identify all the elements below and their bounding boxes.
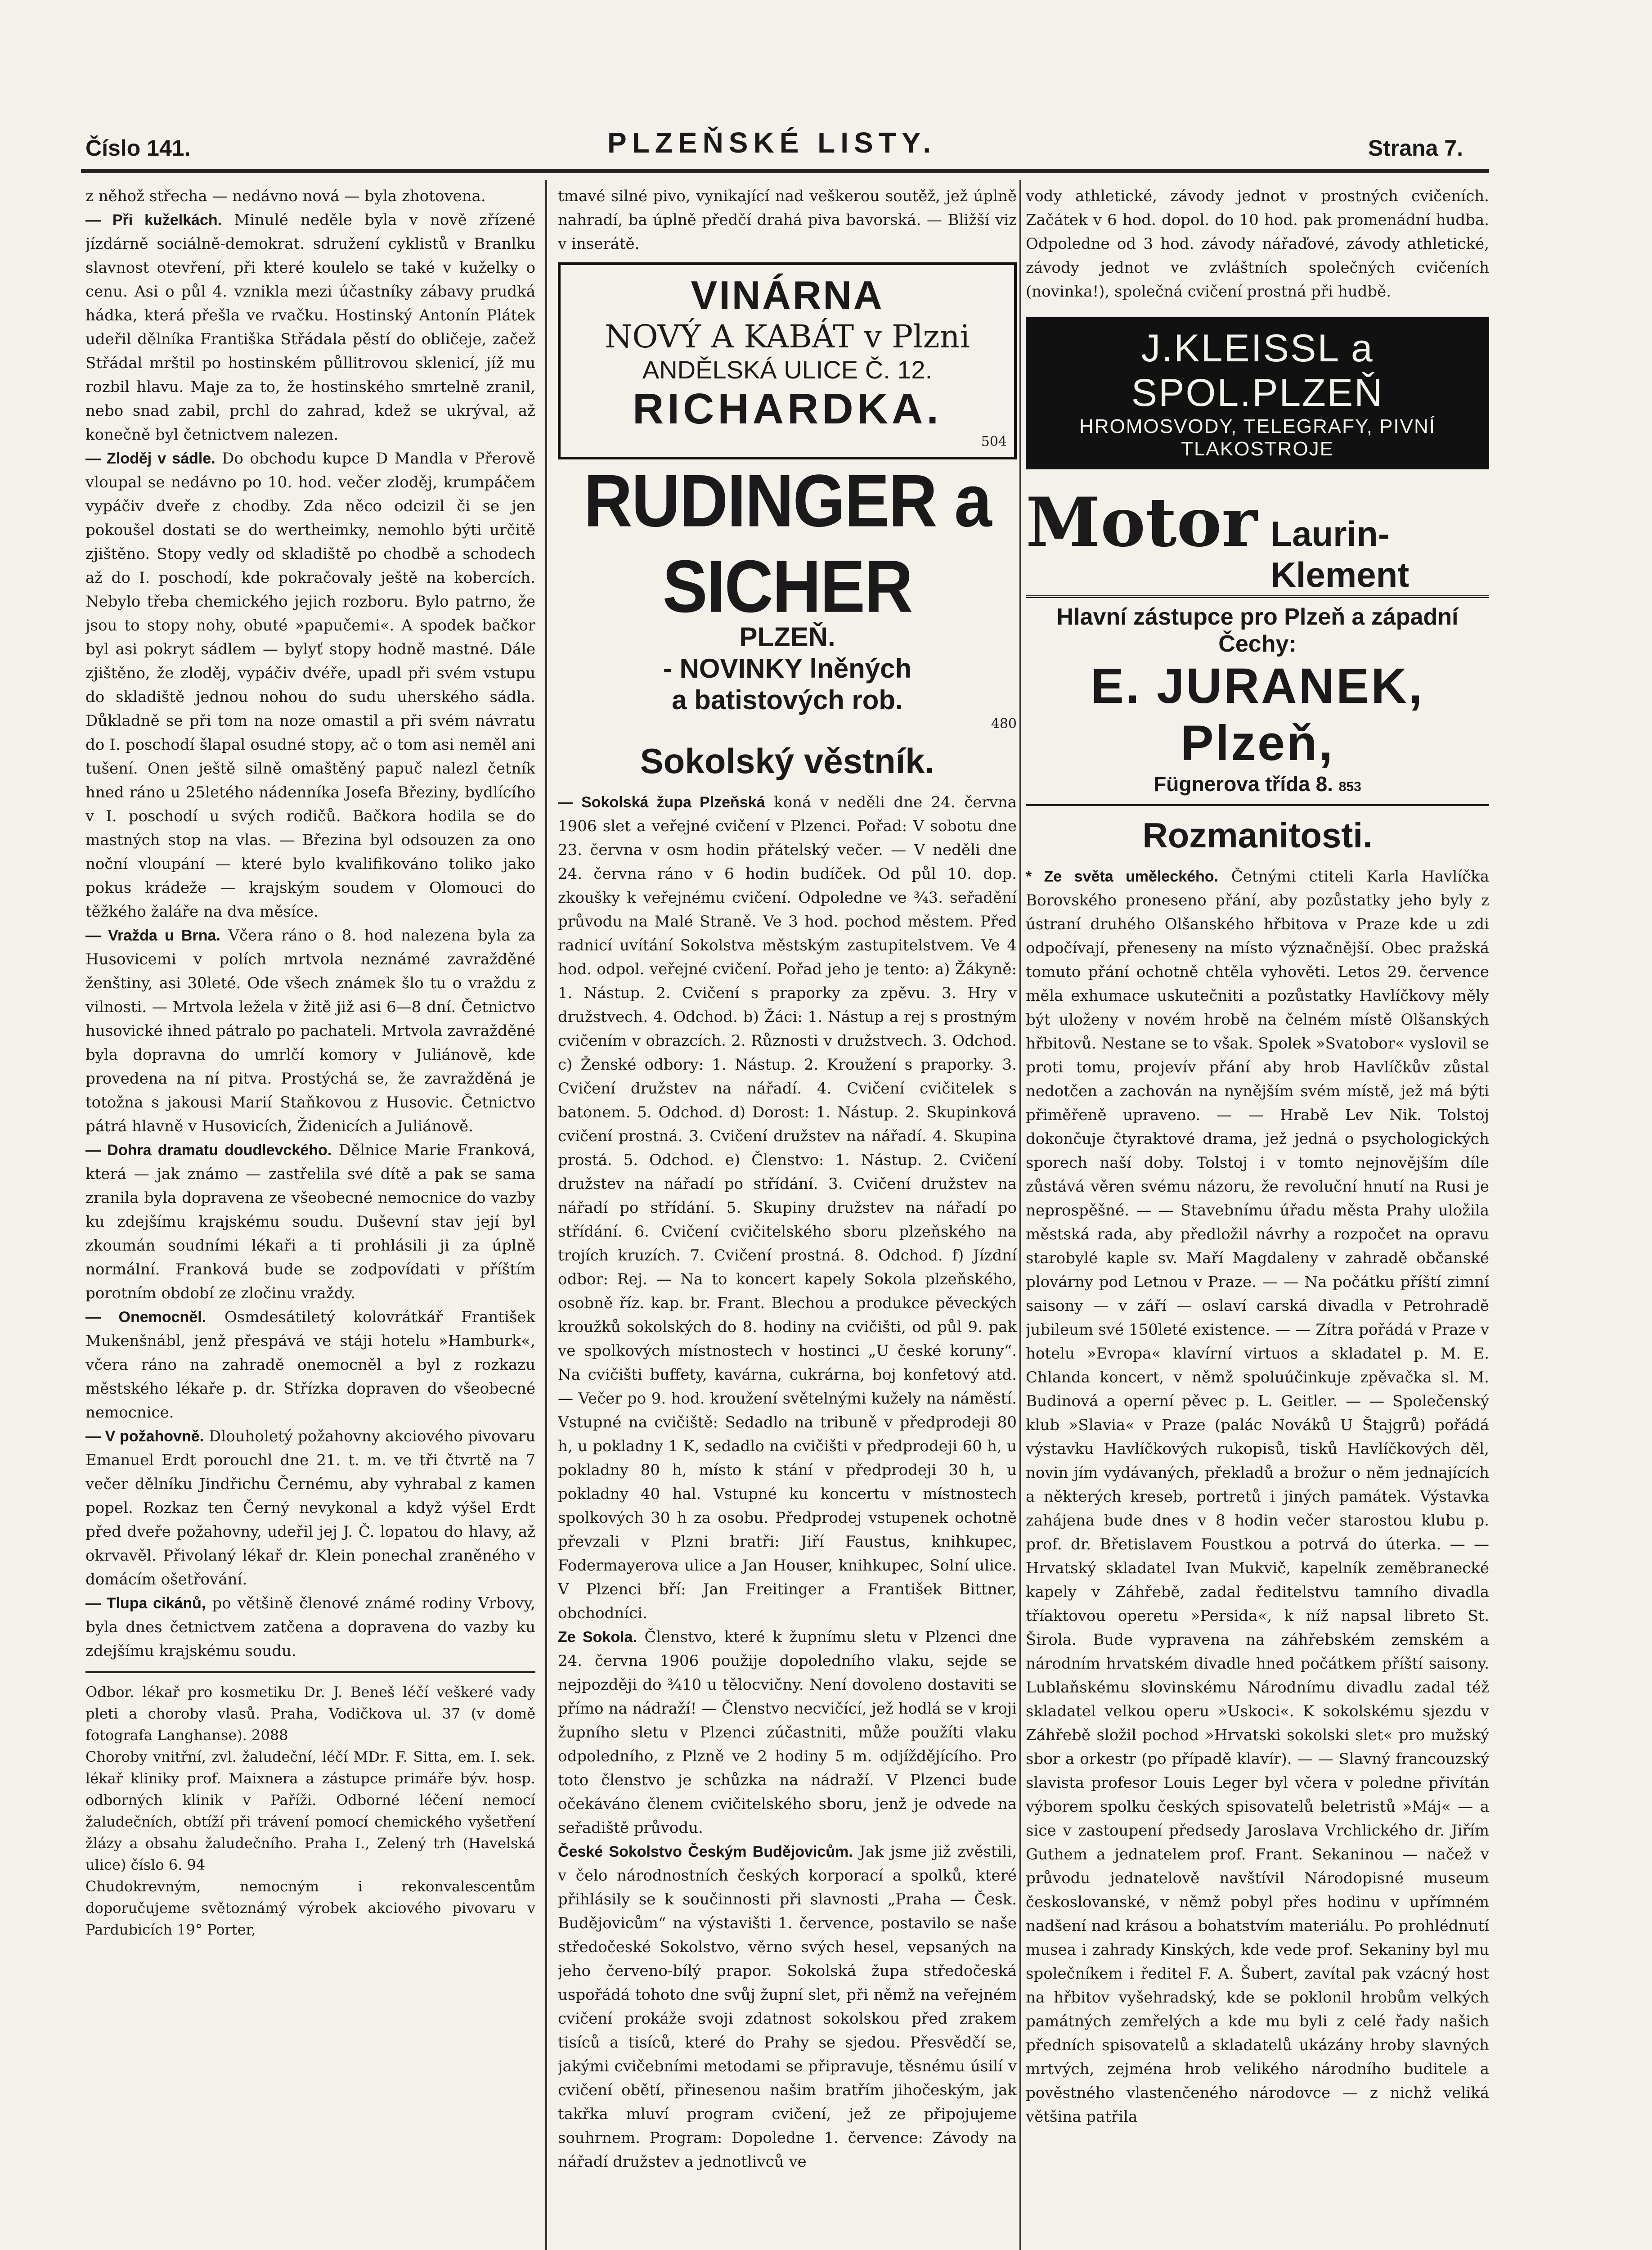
page-number: Strana 7. [1368,135,1463,161]
ad-number: 480 [991,716,1017,732]
ad-sitta: Choroby vnitřní, zvl. žaludeční, léčí MDr. F. Sitta, em. I. sek. lékař kliniky prof. Maixnera a zástupce primáře býv. hosp. odborných klinik v Paříži. Odborné léčení nemocí žaludečních, obtíží při trávení pomocí chemického vyšetření žlázy a obsahu žaludečního. Praha I., Zelený trh (Havelská ulice) číslo 6. 94 [85,1748,535,1873]
article-heading: — Dohra dramatu doudlevckého. [85,1142,332,1159]
ad-kleissl-subtitle: HROMOSVODY, TELEGRAFY, PIVNÍ TLAKOSTROJE [1079,415,1436,460]
article-body: Dělnice Marie Franková, která — jak známo — zastřelila své dítě a pak se sama zranila byla dopravena ze všeobecné nemocnice do vazby ku zdejšímu krajskému soudu. Duševní stav její byl zkoumán soudními lékaři a ti prohlásili ji za úplně normální. Franková bude se zodpovídati v příštím porotním období ze zločinu vraždy. [85,1141,535,1302]
section-title-rozmanitosti: Rozmanitosti. [1142,815,1373,855]
article-body: Osmdesátiletý kolovrátkář František Mukenšnábl, jenž přespává ve stáji hotelu »Hamburk«, včera ráno na zahradě onemocněl a byl z rozkazu městského lékaře p. dr. Střízka dopraven do všeobecné nemocnice. [85,1308,535,1422]
ad-rudinger-title: RUDINGER a SICHER [584,459,991,628]
ad-number: 504 [981,434,1007,450]
ad-vinarna-brand: RICHARDKA. [633,385,942,433]
ad-pardubice: Chudokrevným, nemocným i rekonvalescentům doporučujeme světoznámý výrobek akciového pivovaru v Pardubicích 19° Porter, [85,1878,535,1938]
ad-number: 853 [1338,779,1361,794]
article-onemocnel [85,1305,535,1425]
ad-rudinger [558,459,1017,732]
column-1 [85,184,535,2250]
article-body: Minulé neděle byla v nově zřízené jízdárně sociálně-demokrat. sdružení cyklistů v Branlku slavnost otevření, při které koulelo se také v kuželky o cenu. Asi o půl 4. vznikla mezi účastníky zábavy prudká hádka, která přešla ve rvačku. Hostinský Antonín Plátek udeřil dělníka Františka Střádala pěstí do obličeje, začež Střádal mrštil po hostinském půllitrovou sklenicí, jíž mu rozbil hlavu. Maje za to, že hostinského smrtelně zranil, nebo snad zabil, prchl do zahrad, kdež se ukrýval, až konečně byl četnictvem nalezen. [85,211,535,444]
ad-vinarna-title: VINÁRNA [691,273,884,317]
article-text: vody athletické, závody jednot v prostných cvičeních. Začátek v 6 hod. dopol. do 10 hod. pak promenádní hudba. Odpoledne od 3 hod. závody nářaďové, závody athletické, závody jednot ve zvláštních společných cvičeních (novinka!), společná cvičení prostná při hudbě. [1026,187,1489,301]
article-vrazda [85,924,535,1138]
column-2 [558,184,1017,2250]
ad-benes: Odbor. lékař pro kosmetiku Dr. J. Beneš léčí veškeré vady pleti a choroby vlasů. Praha, Vodičkova ul. 37 (v domě fotografa Langhanse). 2088 [85,1683,535,1744]
column-divider [545,180,547,2250]
ad-vinarna-address: ANDĚLSKÁ ULICE Č. 12. [642,356,933,384]
ad-rudinger-line: - NOVINKY lněných [663,653,912,684]
ad-rudinger-city: PLZEŇ. [739,622,835,652]
header-rule [81,169,1489,173]
article-ze-sokola [558,1625,1017,1840]
article-body: Včera ráno o 8. hod nalezena byla za Husovicemi v polích mrtvola neznámé zavražděné ženštiny, asi 30leté. Ode všech známek šlo tu o vraždu z vilnosti. — Mrtvola ležela v žitě již asi 6—8 dní. Četnictvo husovické ihned pátralo po pachateli. Mrtvola zavražděné byla dopravna do umrlčí komory v Juliánově, kde provedena na ní pitva. Prostýchá se, že zavražděná je totožna s jakousi Marií Staňkovou z Husovic. Četnictvo pátrá hlavně v Husovicích, Židenicích a Juliánově. [85,927,535,1135]
ad-vinarna [558,262,1017,459]
ad-motor-headline [1026,483,1489,598]
section-rule [1026,804,1489,806]
newspaper-title: PLZEŇSKÉ LISTY. [607,126,937,159]
ad-motor-word: Motor [1026,483,1257,562]
article-zlodej [85,447,535,924]
ad-kleissl [1026,317,1489,469]
article-kuzelky [85,208,535,447]
article-ze-sveta [1026,865,1489,2129]
article-heading: * Ze světa uměleckého. [1026,868,1219,885]
article-heading: — Při kuželkách. [85,212,222,229]
page-header [0,0,1652,189]
article-heading: — Onemocněl. [85,1309,206,1326]
article-heading: — Zloděj v sádle. [85,450,215,467]
ad-motor-brand: Laurin-Klement [1270,514,1410,594]
article-body: Členstvo, které k župnímu sletu v Plzenci dne 24. června 1906 použije dopoledního vlaku, sejde se nejpozději do ¾10 u tělocvičny. Není dovoleno dostaviti se přímo na nádraží! — Členstvo necvičící, jež hodlá se v kroji župního sletu v Plzenci zúčastniti, může použíti vlaku odpoledního, z Plzně ve 2 hodiny 5 m. odjíždějícího. Pro toto členstvo je schůzka na nádraží. V Plzenci bude očekáváno členem cvičitelského sboru, jenž je odvede na seřadiště průvodu. [558,1628,1017,1837]
article-text: z něhož střecha — nedávno nová — byla zhotovena. [85,187,486,205]
article-heading: — V požahovně. [85,1428,204,1445]
column-divider [1019,180,1021,2250]
article-heading: — Sokolská župa Plzeňská [558,794,765,811]
article-ceske-sokolstvo [558,1840,1017,2174]
article-dohra [85,1138,535,1305]
ad-rudinger-line: a batistových rob. [672,685,903,715]
article-body: po většině členové známé rodiny Vrbovy, byla dnes četnictvem zatčena a dopravena do vazby ku zdejšímu krajskému soudu. [85,1594,535,1660]
article-heading: — Vražda u Brna. [85,927,220,944]
column-3 [1026,184,1489,2250]
ad-vinarna-name: NOVÝ A KABÁT v Plzni [605,318,970,355]
article-heading: Ze Sokola. [558,1629,637,1646]
ad-motor-dealer: E. JURANEK, Plzeň, [1091,658,1424,771]
section-title-sokol: Sokolský věstník. [640,741,935,781]
article-body: Jak jsme již zvěstili, v čelo národnostních českých korporací a spolků, které přihlásily se k součinnosti při slavnosti „Praha — Česk. Budějovicům“ na výstavišti 1. července, postavilo se naše středočeské Sokolstvo, věrno svých hesel, vepsaných na jeho červeno-bílý prapor. Sokolská župa středočeská uspořádá tohoto dne svůj župní slet, při němž na veřejném cvičení prokáže svoji zdatnost sokolskou před zrakem tisíců a tisíců, které do Prahy se sjedou. Přesvědčí se, jakými cvičebními metodami se připravuje, těsnému úsilí v cvičení obětí, přinesenou našim bratřím jihočeským, jak takřka mluví program cvičení, jež ze připojujeme souhrnem. Program: Dopoledne 1. července: Závody na nářadí družstev a jednotlivců ve [558,1843,1017,2171]
article-pozahovna [85,1425,535,1592]
ad-motor-street: Fügnerova třída 8. [1154,772,1333,796]
section-rule [85,1671,535,1673]
ad-motor-line: Hlavní zástupce pro Plzeň a západní Čechy: [1056,604,1459,657]
ad-kleissl-title: J.KLEISSL a SPOL.PLZEŇ [1131,327,1384,414]
article-zupa [558,791,1017,1625]
article-body: Dlouholetý požahovny akciového pivovaru Emanuel Erdt porouchl dne 21. t. m. ve tři čtvrtě na 7 večer dělníku Jindřichu Černému, aby vyhrabal z kamen popel. Rozkaz ten Černý nevykonal a když výšel Erdt před dveře požahovny, udeřil jej J. Č. lopatou do hlavy, až okrvavěl. Přivolaný lékař dr. Klein ponechal zraněného v domácím ošetřování. [85,1427,535,1588]
article-heading: — Tlupa cikánů, [85,1595,206,1612]
issue-number: Číslo 141. [85,135,191,161]
article-tlupa [85,1592,535,1663]
article-text: tmavé silné pivo, vynikající nad veškerou soutěž, jež úplně nahradí, ba úplně předčí drahá piva bavorská. — Bližší viz v inserátě. [558,187,1017,253]
ad-motor [1026,483,1489,796]
article-body: Četnými ctiteli Karla Havlíčka Borovského proneseno přání, aby pozůstatky jeho byly z ústraní druhého Olšanského hřbitova v Praze kde u zdi odpočívají, přeneseny na místo význačnější. Obec pražská tomuto přání ochotně chtěla vyhověti. Letos 29. července měla exhumace uskutečniti a pozůstatky Havlíčkovy měly být uloženy v novém hrobě na čelném místě Olšanských hřbitovů. Nestane se to však. Spolek »Svatobor« vyslovil se proti tomu, projevív přání aby hrob Havlíčkův zůstal nedotčen a zachován na nynějším svém místě, jež má býti přiměřeně upraveno. — — Hrabě Lev Nik. Tolstoj dokončuje čtyraktové drama, jež jedná o psychologických sporech naší doby. Tolstoj i v tomto nejnovějším díle zůstává věren svému názoru, že revoluční hnutí na Rusi je neprospěšné. — — Stavebnímu úřadu města Prahy uložila městská rada, aby předložil návrhy a rozpočet na opravu starobylé kaple sv. Maří Magdaleny v zahradě občanské plovárny pod Letnou v Praze. — — Na počátku příští zimní saisony — v září — oslaví carská divadla v Petrohradě jubileum své 150leté existence. — — Zítra pořádá v Praze v hotelu »Evropa« klavírní virtuos a skladatel p. M. E. Chlanda koncert, v němž spoluúčinkuje zpěvačka sl. M. Budinová a operní pěvec p. L. Geitler. — — Společenský klub »Slavia« v Praze (palác Nováků U Štajgrů) pořádá výstavku Havlíčkových rukopisů, tisků Havlíčkových děl, novin jím vydávaných, překladů a brožur o něm jednajících a některých kreseb, portretů i jiných památek. Výstavka zahájena bude dnes v 8 hodin večer starostou klubu p. prof. dr. Břetislavem Foustkou a potrvá do úterka. — — Hrvatský skladatel Ivan Mukvič, kapelník zeměbranecké kapely v Záhřebě, zadal ředitelstvu tamního divadla tříaktovou operetu »Persida«, k níž napsal libreto St. Širola. Bude vypravena na záhřebském zemském a národním hrvatském divadle hned počátkem příští saisony. Lublaňskému slovinskému Národnímu divadlu zadal též skladatel velkou operu »Uskoci«. K sokolskému sjezdu v Záhřebě složil pochod »Hrvatski sokolski slet« pro mužský sbor a orkestr (po případě klavír). — — Slavný francouzský slavista profesor Louis Leger byl včera v poledne přivítán výborem spolku českých spisovatelů beletristů »Máj« — a sice v zastoupení předsedy Jaroslava Vrchlického dr. Jiřím Guthem a jednatelem prof. Frant. Sekaninou — načež v průvodu jednatelově navštívil Národopisné museum českoslovanské, v němž pobyl přes hodinu v upřímném nadšení nad krásou a bohatstvím materiálu. Po prohlédnutí musea i zahrady Kinských, kde vede prof. Sekaniny byl mu společníkem i ředitel F. A. Šubert, zavítal pak vzácný host na hřbitov vyšehradský, kde se poklonil hrobům velkých památných zemřelých a kde mu byli z celé řady našich předních spisovatelů a skladatelů ukázány hroby slavných mrtvých, zejména hrob velikého národního buditele a pověstného vlastenčeného národovce — z nichž veliká většina patřila [1026,868,1489,2126]
ad-motor-address [1026,772,1489,796]
article-heading: České Sokolstvo Českým Budějovicům. [558,1843,853,1860]
classified-ads [85,1681,535,1940]
article-body: Do obchodu kupce D Mandla v Přerově vloupal se nedávno po 10. hod. večer zloděj, krumpáčem vypáčiv dveře z chodby. Zda něco odcizil či se jen pokoušel dostati se do wertheimky, nemohlo býti určitě zjištěno. Stopy vedly od skladiště po chodbě a schodech až do I. poschodí, kde pokračovaly ještě na kobercích. Nebylo třeba chemického jejich rozboru. Bylo patrno, že jsou to stopy nohy, obuté »papučemi«. A spodek bačkor byl asi pokryt sádlem — bylyť stopy hodně mastné. Dále zjištěno, že zloděj, vypáčiv dvéře, upadl při svém vstupu do skladiště jednou nohou do sudu uherského sádla. Důkladně se při tom na noze omastil a při svém návratu do I. poschodí šlapal osudné stopy, ač o tom asi neměl ani tušení. Onen ještě silně omaštěný papuč nalezl četník hned ráno u 25letého nádenníka Josefa Březiny, bydlícího v I. poschodí u svých rodičů. Bačkora hodila se do mastných stop na vlas. — Březina byl odsouzen za ono noční vloupání — které bylo kvalifikováno toliko jako pokus krádeže — krajským soudem v Olomouci do těžkého žaláře na dva měsíce. [85,450,535,921]
article-body: koná v neděli dne 24. června 1906 slet a veřejné cvičení v Plzenci. Pořad: V sobotu dne 23. června v osm hodin přátelský večer. — V neděli dne 24. června ráno v 6 hodin budíček. Od půl 10. dop. zkoušky k veřejnému cvičení. Odpoledne ve ¾3. seřadění průvodu na Malé Straně. Ve 3 hod. pochod městem. Před radnicí uvítání Sokolstva městským zastupitelstvem. Ve 4 hod. odpol. veřejné cvičení. Pořad jeho je tento: a) Žákyně: 1. Nástup. 2. Cvičení s praporky za zpěvu. 3. Hry v družstvech. 4. Odchod. b) Žáci: 1. Nástup a rej s prostným cvičením v obrazcích. 2. Různosti v družstvech. 3. Odchod. c) Ženské odbory: 1. Nástup. 2. Kroužení s praporky. 3. Cvičení družstev na nářadí. 4. Cvičení cvičitelek s batonem. 5. Odchod. d) Dorost: 1. Nástup. 2. Skupinková cvičení prostná. 3. Cvičení družstev na nářadí. 4. Skupina prostá. 5. Odchod. e) Členstvo: 1. Nástup. 2. Cvičení družstev na nářadí po střídání. 3. Cvičení družstev na nářadí po střídání. 5. Skupiny družstev na nářadí po střídání. 6. Cvičení cvičitelského sboru plzeňského na trojích kruzích. 7. Cvičení prostná. 8. Odchod. f) Jízdní odbor: Rej. — Na to koncert kapely Sokola plzeňského, osobně říz. kap. br. Frant. Blechou a produkce pěveckých kroužků sokolských do 8. hodiny na cvičišti, od půl 9. pak ve spolkových místnostech v hostinci „U české koruny“. Na cvičišti buffety, kavárna, cukrárna, boj konfetový atd. — Večer po 9. hod. kroužení světelnými kužely na náměstí. Vstupné na cvičiště: Sedadlo na tribuně v předprodeji 80 h, u pokladny 1 K, sedadlo na cvičišti v předprodeji 60 h, u pokladny 80 h, místo k stání v předprodeji 30 h, u pokladny 40 hal. Vstupné ku koncertu v místnostech spolkových 30 h za osobu. Předprodej vstupenek ochotně převzali v Plzni bratři: Jiří Faustus, knihkupec, Fodermayerova ulice a Jan Houser, knihkupec, Solní ulice. V Plzenci bří: Jan Freitinger a František Bittner, obchodníci. [558,793,1017,1622]
